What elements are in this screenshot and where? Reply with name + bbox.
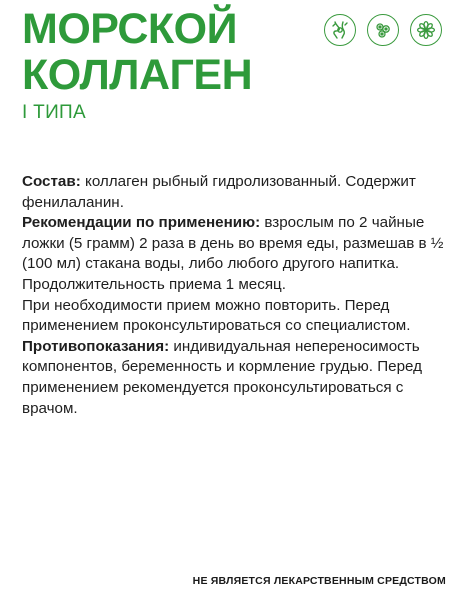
product-title-line1: МОРСКОЙ	[22, 5, 238, 53]
joint-icon	[324, 14, 356, 46]
composition-paragraph	[22, 172, 452, 213]
title-block	[22, 6, 252, 124]
product-description	[22, 172, 452, 419]
composition-label: Состав:	[22, 173, 81, 190]
composition-text: коллаген рыбный гидролизованный. Содержит фенилаланин.	[22, 173, 416, 211]
repeat-paragraph: При необходимости прием можно повторить. Перед применением проконсультироваться со специалистом.	[22, 296, 411, 335]
disclaimer-footer: НЕ ЯВЛЯЕТСЯ ЛЕКАРСТВЕННЫМ СРЕДСТВОМ	[192, 575, 446, 587]
contraindications-label: Противопоказания:	[22, 337, 170, 355]
recommendations-paragraph	[22, 213, 452, 295]
recommendations-text: взрослым по 2 чайные ложки (5 грамм) 2 раза в день во время еды, размешав в ½ (100 мл) стакана воды, либо любого другого напитка. Продолжительность приема 1 месяц.	[22, 214, 444, 293]
product-subtitle: I ТИПА	[22, 102, 86, 123]
flower-icon	[410, 14, 442, 46]
contraindications-paragraph	[22, 337, 452, 419]
recommendations-label: Рекомендации по применению:	[22, 214, 261, 232]
contraindications-text: индивидуальная непереносимость компонентов, беременность и кормление грудью. Перед применением рекомендуется проконсультироваться с врачом.	[22, 337, 422, 417]
benefit-icons	[324, 14, 442, 46]
product-title-line2: КОЛЛАГЕН	[22, 51, 253, 99]
skin-icon	[367, 14, 399, 46]
